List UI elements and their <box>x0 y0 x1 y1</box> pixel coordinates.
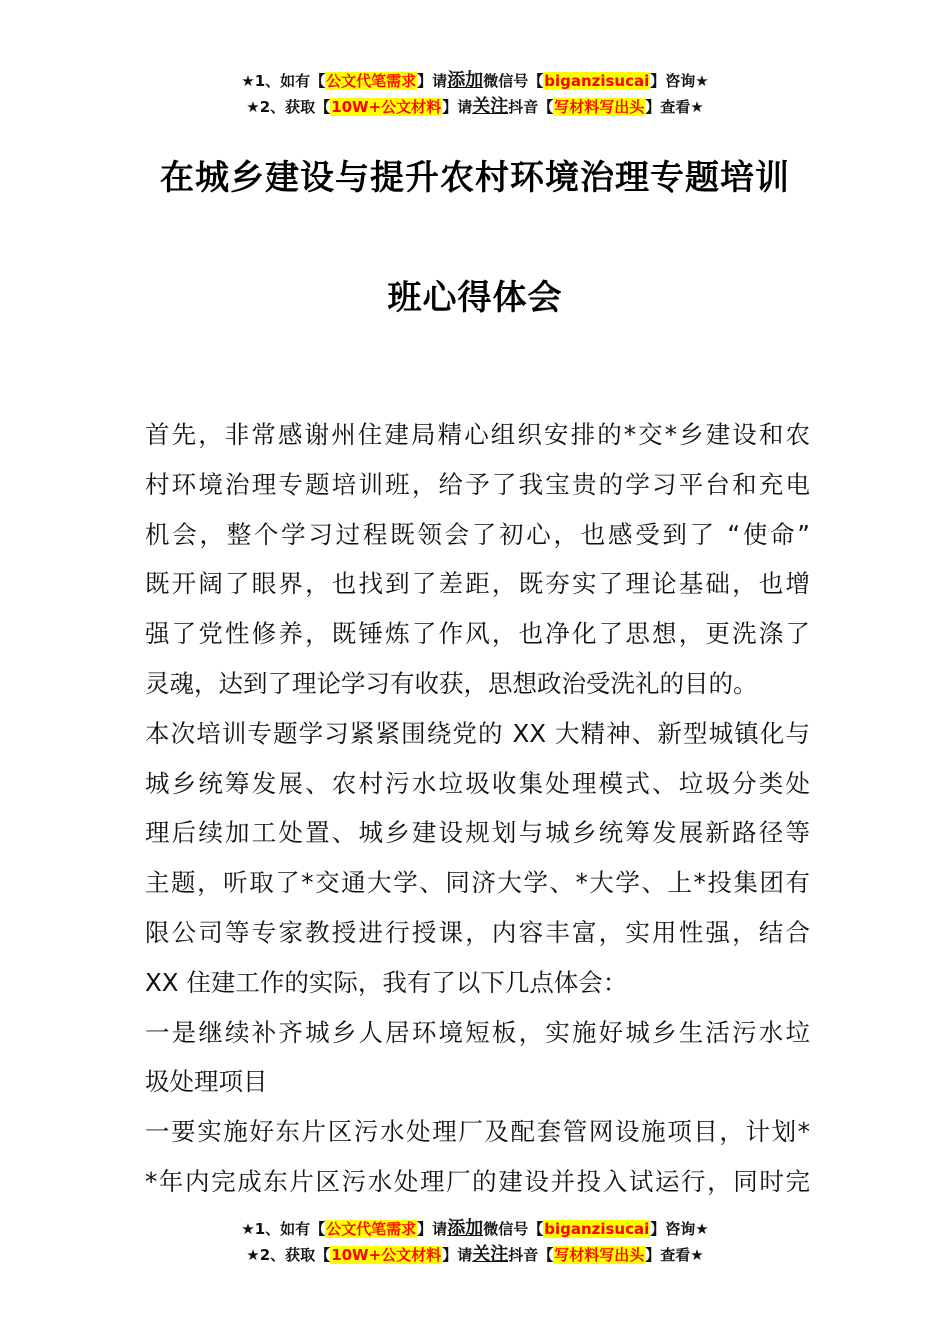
body-line: 城乡统筹发展、农村污水垃圾收集处理模式、垃圾分类处 <box>145 768 810 798</box>
body-line: 本次培训专题学习紧紧围绕党的 XX 大精神、新型城镇化与 <box>145 718 810 748</box>
highlight-materials: 10W+公文材料 <box>331 1246 442 1264</box>
highlight-douyin-account: 写材料写出头 <box>554 98 645 116</box>
highlight-wechat-id: biganzisucai <box>544 1220 650 1238</box>
highlight-materials: 10W+公文材料 <box>331 98 442 116</box>
emphasis-text: 添加 <box>447 1218 484 1239</box>
footer-banner <box>0 1216 950 1268</box>
banner-line-2 <box>0 1242 950 1268</box>
banner-text: 抖音【 <box>508 98 554 116</box>
banner-text: 】咨询★ <box>650 72 709 90</box>
banner-text: ★2、获取【 <box>246 98 331 116</box>
banner-text: ★2、获取【 <box>246 1246 331 1264</box>
banner-text: 】咨询★ <box>650 1220 709 1238</box>
banner-line-1 <box>0 1216 950 1242</box>
body-line: 主题，听取了*交通大学、同济大学、*大学、上*投集团有 <box>145 868 810 898</box>
document-body <box>145 410 810 1207</box>
highlight-douyin-account: 写材料写出头 <box>554 1246 645 1264</box>
banner-text: 】请 <box>417 72 448 90</box>
body-line: 一要实施好东片区污水处理厂及配套管网设施项目，计划* <box>145 1117 810 1147</box>
body-line: *年内完成东片区污水处理厂的建设并投入试运行，同时完 <box>145 1166 810 1196</box>
body-line: 既开阔了眼界，也找到了差距，既夯实了理论基础，也增 <box>145 569 810 599</box>
banner-line-2 <box>0 94 950 120</box>
emphasis-text: 添加 <box>447 70 484 91</box>
body-line: 一是继续补齐城乡人居环境短板，实施好城乡生活污水垃 <box>145 1017 810 1047</box>
banner-text: ★1、如有【 <box>241 1220 326 1238</box>
document-title-line-2: 班心得体会 <box>387 278 563 318</box>
body-line: 理后续加工处置、城乡建设规划与城乡统筹发展新路径等 <box>145 818 810 848</box>
highlight-wechat-id: biganzisucai <box>544 72 650 90</box>
document-title-line-1: 在城乡建设与提升农村环境治理专题培训 <box>160 158 790 198</box>
banner-text: 】请 <box>442 98 473 116</box>
banner-text: ★1、如有【 <box>241 72 326 90</box>
body-line: 灵魂，达到了理论学习有收获，思想政治受洗礼的目的。 <box>145 668 758 698</box>
highlight-service: 公文代笔需求 <box>326 72 417 90</box>
body-line: 村环境治理专题培训班，给予了我宝贵的学习平台和充电 <box>145 469 810 499</box>
banner-text: 微信号【 <box>483 72 544 90</box>
banner-text: 】查看★ <box>645 1246 704 1264</box>
banner-text: 】请 <box>417 1220 448 1238</box>
banner-text: 】请 <box>442 1246 473 1264</box>
header-banner <box>0 68 950 120</box>
body-line: 圾处理项目 <box>145 1067 268 1097</box>
emphasis-text: 关注 <box>472 1244 509 1265</box>
body-line: 限公司等专家教授进行授课，内容丰富，实用性强，结合 <box>145 917 810 947</box>
banner-text: 抖音【 <box>508 1246 554 1264</box>
banner-text: 】查看★ <box>645 98 704 116</box>
body-line: 首先，非常感谢州住建局精心组织安排的*交*乡建设和农 <box>145 420 810 449</box>
banner-text: 微信号【 <box>483 1220 544 1238</box>
body-line: 机会，整个学习过程既领会了初心，也感受到了 “使命” <box>145 519 810 549</box>
highlight-service: 公文代笔需求 <box>326 1220 417 1238</box>
body-line: XX 住建工作的实际，我有了以下几点体会： <box>145 967 628 997</box>
banner-line-1 <box>0 68 950 94</box>
emphasis-text: 关注 <box>472 96 509 117</box>
body-line: 强了党性修养，既锤炼了作风，也净化了思想，更洗涤了 <box>145 619 810 649</box>
